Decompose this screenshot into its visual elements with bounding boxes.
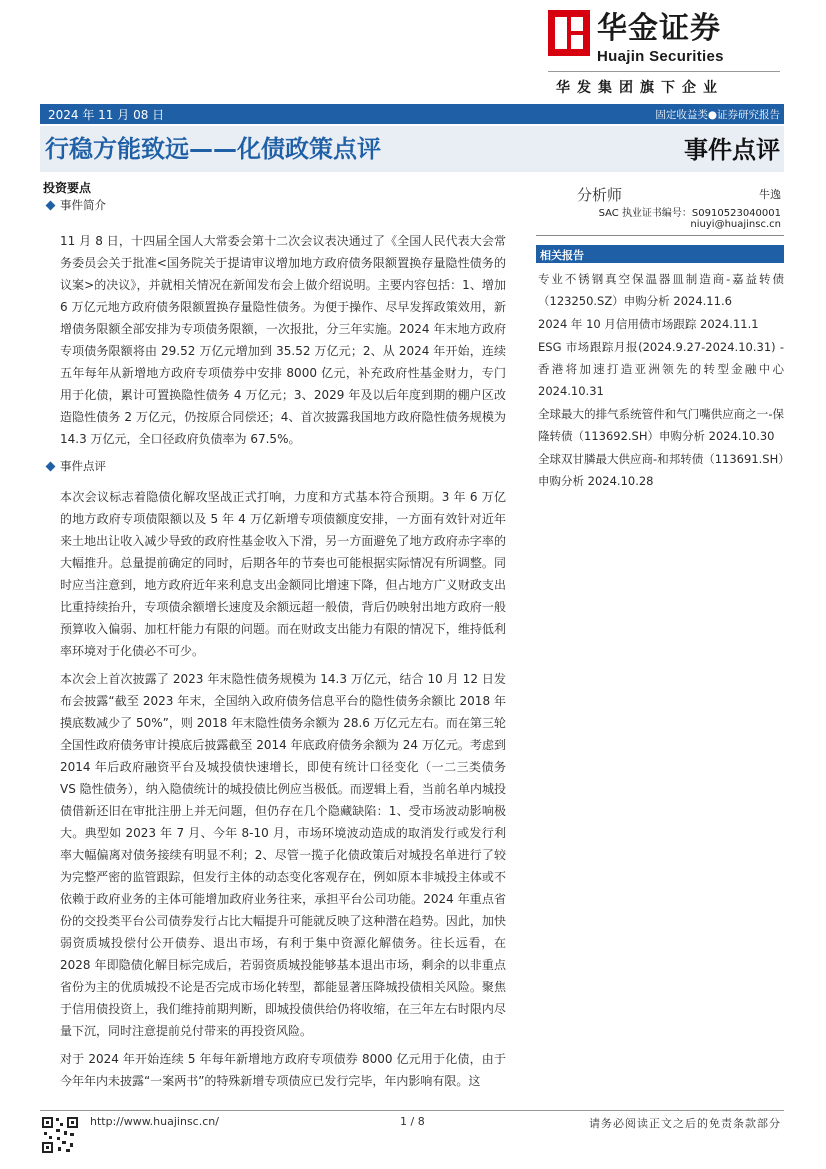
sub-heading-intro (47, 197, 106, 213)
brand-name-en: Huajin Securities (597, 48, 724, 65)
diamond-bullet-icon (46, 461, 56, 471)
brand-name-cn: 华金证券 (597, 11, 721, 46)
related-report-item[interactable]: ESG 市场跟踪月报(2024.9.27-2024.10.31) -香港将加速打造亚洲领先的转型金融中心 2024.10.31 (538, 340, 784, 398)
sub-heading-comment-label: 事件点评 (60, 459, 106, 473)
report-type: 固定收益类●证券研究报告 (655, 109, 780, 121)
paragraph-intro: 11 月 8 日，十四届全国人大常委会第十二次会议表决通过了《全国人民代表大会常务委员会关于批准<国务院关于提请审议增加地方政府债务限额置换存量隐性债务的议案>的决议》，并就相关情况在新闻发布会上做介绍说明。主要内容包括：1、增加 6 万亿元地方政府债务限额置换存量隐性债务。为便于操作、尽早发挥政策效用，新增债务限额全部安排为专项债务限额，一次报批，分三年实施。2024 年末地方政府专项债务限额将由 29.52 万亿元增加到 35.52 万亿元；2、从 2024 年开始，连续五年每年从新增地方政府专项债券中安排 8000 亿元，补充政府性基金财力，专门用于化债，累计可置换隐性债务 4 万亿元；3、2029 年及以后年度到期的棚户区改造隐性债务 2 万亿元，仍按原合同偿还；4、首次披露我国地方政府隐性债务规模为 14.3 万亿元，全口径政府负债率为 67.5%。 (60, 234, 506, 446)
related-report-item[interactable]: 全球双甘膦最大供应商-和邦转债（113691.SH）申购分析 2024.10.28 (538, 452, 784, 488)
footer-url[interactable]: http://www.huajinsc.cn/ (90, 1115, 219, 1128)
section-title: 投资要点 (43, 181, 92, 195)
analyst-name: 牛逸 (759, 188, 781, 201)
analyst-email[interactable]: niuyi@huajinsc.cn (690, 219, 781, 230)
sub-heading-intro-label: 事件简介 (60, 198, 106, 212)
related-reports-title: 相关报告 (540, 249, 584, 262)
related-reports-list (538, 268, 784, 493)
brand-slogan: 华发集团旗下企业 (556, 80, 724, 96)
paragraph-comment-1: 本次会议标志着隐债化解攻坚战正式打响，力度和方式基本符合预期。3 年 6 万亿的地方政府专项债限额以及 5 年 4 万亿新增专项债额度安排，一方面有效针对近年来土地出让收入减少导致的政府性基金收入下滑，另一方面避免了地方政府赤字率的大幅推升。总量提前确定的同时，后期各年的节奏也可能根据实际情况有所调整。同时应当注意到，地方政府近年来利息支出金额同比增速下降，但占地方广义财政支出比重持续抬升，专项债余额增长速度及余额远超一般债，背后仍映射出地方政府一般预算收入偏弱、加杠杆能力有限的问题。而在财政支出能力有限的情况下，维持低利率环境对于化债必不可少。 (60, 490, 506, 658)
analyst-label: 分析师 (577, 186, 623, 204)
sub-heading-comment (47, 458, 106, 474)
related-report-item[interactable]: 全球最大的排气系统管件和气门嘴供应商之一-保隆转债（113692.SH）申购分析 2024.10.30 (538, 407, 784, 443)
related-report-item[interactable]: 2024 年 10 月信用债市场跟踪 2024.11.1 (538, 317, 759, 331)
footer-divider (40, 1110, 784, 1111)
page-number: 1 / 8 (400, 1115, 425, 1128)
qr-code-icon (40, 1115, 80, 1155)
huajin-logo-icon (548, 10, 590, 56)
diamond-bullet-icon (46, 200, 56, 210)
event-label: 事件点评 (684, 136, 780, 164)
report-date: 2024 年 11 月 08 日 (48, 108, 165, 122)
header-divider (548, 71, 780, 72)
paragraph-comment-2: 本次会上首次披露了 2023 年末隐性债务规模为 14.3 万亿元，结合 10 月 12 日发布会披露“截至 2023 年末，全国纳入政府债务信息平台的隐性债务余额比 2018 年摸底数减少了 50%”，则 2018 年末隐性债务余额为 28.6 万亿元左右。而在第三轮全国性政府债务审计摸底后披露截至 2014 年底政府债务余额为 24 万亿元。考虑到 2014 年后政府融资平台及城投债快速增长，即使有统计口径变化（一二三类债务 VS 隐性债务），纳入隐债统计的城投债比例应当极低。而逻辑上看，当前名单内城投债借新还旧在审批注册上并无问题，但仍存在几个隐藏缺陷：1、受市场波动影响极大。典型如 2023 年 7 月、今年 8-10 月，市场环境波动造成的取消发行或发行利率大幅偏离对债务接续有明显不利；2、尽管一揽子化债政策后对城投名单进行了较为完整严密的监管跟踪，但发行主体的动态变化客观存在，例如原本非城投主体或不依赖于政府业务的主体可能增加政府业务往来，承担平台公司功能。2024 年重点省份的交投类平台公司债券发行占比大幅提升可能就反映了这种潜在趋势。因此，加快弱资质城投偿付公开债券、退出市场，有利于集中资源化解债务。往长远看，在 2028 年即隐债化解目标完成后，若弱资质城投能够基本退出市场，剩余的以非重点省份为主的优质城投不论是否完成市场化转型，都能显著压降城投债相关风险。聚焦于信用债投资上，我们维持前期判断，即城投债供给仍将收缩，在三年左右时限内尽量下沉，同时注意提前兑付带来的再投资风险。 (60, 672, 506, 1038)
footer-disclaimer: 请务必阅读正文之后的免责条款部分 (589, 1117, 781, 1130)
related-report-item[interactable]: 专业不锈钢真空保温器皿制造商-嘉益转债（123250.SZ）申购分析 2024.11.6 (538, 272, 784, 308)
page-title: 行稳方能致远——化债政策点评 (45, 135, 381, 163)
paragraph-comment-3: 对于 2024 年开始连续 5 年每年新增地方政府专项债券 8000 亿元用于化债，由于今年年内未披露“一案两书”的特殊新增专项债应已发行完毕，年内影响有限。这 (60, 1052, 506, 1088)
sac-number: SAC 执业证书编号：S0910523040001 (598, 208, 781, 219)
